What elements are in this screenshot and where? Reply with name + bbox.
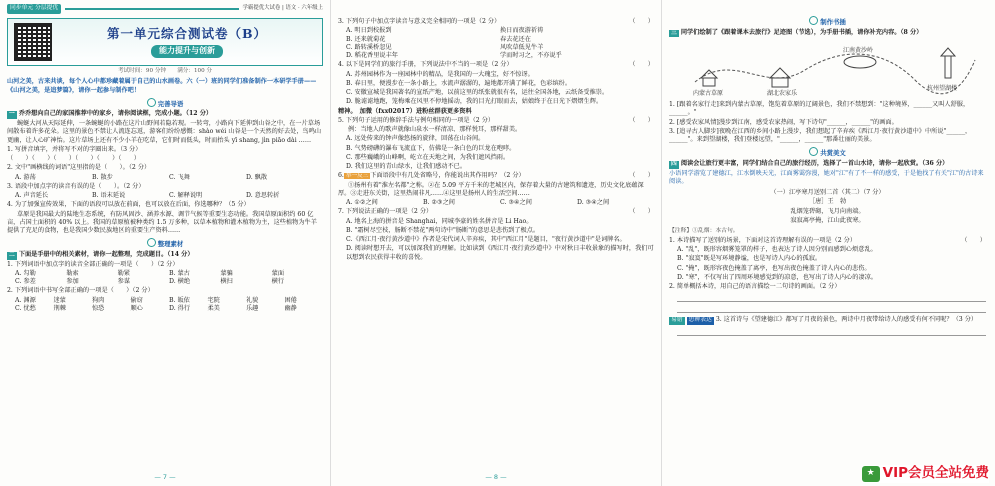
- option-row[interactable]: [346, 52, 654, 60]
- page-header: [7, 4, 323, 14]
- option-word: 偷窃: [130, 296, 143, 304]
- answer-paren[interactable]: （ ）: [629, 18, 654, 25]
- page-number: — 8 —: [485, 473, 507, 482]
- part-number: 一: [9, 111, 15, 118]
- option-word[interactable]: B. 皈依: [169, 296, 190, 304]
- option-word: 蒙骗: [220, 269, 233, 277]
- page-7: [0, 0, 331, 486]
- question-7: [338, 208, 654, 216]
- section-chip-illustration: [798, 16, 858, 27]
- option-word[interactable]: C. 参差: [15, 278, 36, 286]
- option-row[interactable]: [346, 36, 654, 44]
- option-row: [15, 270, 323, 278]
- option[interactable]: B. 散步: [92, 173, 113, 181]
- option-word: 参加: [66, 278, 79, 286]
- question-6-passage: ①扬州有着"淮左名都"之称。②在 5.09 平方千米的老城区内，保存着大量的古建筑和遗迹，历史文化底蕴深厚。③走进东关街，这里热闹非凡……④这里是扬州人的生活空间……: [338, 181, 644, 197]
- option[interactable]: B. ②③之间: [423, 199, 455, 207]
- watermark-note: 精神。 加微（fxx0201​7）进粉丝群获更多资料: [338, 107, 472, 115]
- map-label: 湖北农家乐: [767, 90, 798, 98]
- part-title: 乔乔想向自己的家国推荐中的家乡，请你阅读框，完成小题。（12 分）: [18, 110, 213, 118]
- option-left: A. 明日到校报到: [346, 27, 392, 35]
- question-2: 2. 文中"画横线的词语"这里指的是（ ）。（2 分）: [7, 164, 151, 172]
- section-chip-appreciation: [798, 147, 858, 158]
- option-word: 困倦: [284, 296, 297, 304]
- section-chip-label: 整理素材: [157, 240, 184, 249]
- option[interactable]: A. 苏州园林作为一座园林中的精品，是我国的一大瑰宝，好不惊讶。: [346, 70, 534, 78]
- title-banner: [7, 18, 323, 66]
- question-text: 下面语段中有几处省略号，你能说出其作用吗？（2 分）: [370, 172, 525, 180]
- question-1: 1. 写拼音填字，并将写不对的字圈出来。（3 分）: [7, 145, 142, 153]
- option[interactable]: C.《西江月·夜行黄沙道中》作者是宋代词人辛弃疾，其中"西江月"是题目，"夜行黄沙道中"是词牌名。: [346, 236, 626, 244]
- option[interactable]: A. 游荡: [15, 173, 36, 181]
- option-left: B. 还来就菊花: [346, 35, 386, 43]
- answer-line[interactable]: [677, 305, 986, 313]
- option-word: 横行: [271, 278, 285, 286]
- question-5-options: [15, 270, 323, 287]
- option[interactable]: D. ③④之间: [577, 199, 610, 207]
- option-left: D. 稻花香里说丰年: [346, 52, 398, 59]
- option-word[interactable]: D. 得行: [169, 304, 191, 312]
- option[interactable]: C. 安徽宣城是我国著名的宣纸产地，以前这里的纸张就很有名，运往全国各地，云纸备受推崇。: [346, 89, 609, 96]
- option[interactable]: B. "霜树尽空枝，肠断不禁花"两句诗中"肠断"的意思是悲伤到了极点。: [346, 226, 540, 234]
- poem-line: 寂寂离亭掩，江山此夜寒。: [790, 216, 865, 224]
- option[interactable]: A. 声音延长: [15, 192, 49, 200]
- question-4-options: [346, 71, 654, 107]
- option-row: [15, 278, 323, 286]
- option-word: 蒙面: [271, 269, 285, 277]
- option[interactable]: C. 那些巍峨的山峰啊，屹立在天地之间，为我们遮风挡雨。: [346, 153, 510, 161]
- part-title: 同学们绘制了《跟着课本去旅行》足迹图（节选），为手册书插，请你补充内容。（8 分）: [680, 28, 923, 36]
- option[interactable]: C. ③④之间: [500, 199, 532, 207]
- option-word: 礼貌: [246, 296, 259, 304]
- question-3: 3. 语段中加点字的读音有误的是（ ）。（2 分）: [7, 182, 145, 190]
- option[interactable]: B. 春日里，便漫步在一条小路上，水流声潺潺的，遍地都开满了鲜花，色彩缤纷。: [346, 79, 572, 87]
- question-4-options: [677, 246, 986, 282]
- page-9: [662, 0, 993, 486]
- tag-badge: 易错: [671, 317, 683, 324]
- question-number: 6.: [338, 172, 344, 180]
- section-chip-label: 完善导语: [157, 99, 184, 108]
- vip-logo-icon: ★: [862, 466, 880, 482]
- question-5: 2. 简单概括本诗，用自己的语言描绘一二句诗的画面。（2 分）: [669, 283, 841, 291]
- question-3-options: [15, 192, 323, 200]
- question-5-options: [346, 135, 654, 171]
- question-3[interactable]: 3. [追寻古人脚步]夜晚在江西的乡间小路上漫步，我们想起了辛弃疾《西江月·夜行黄沙道中》中所说"______，______"。来到望湖楼，我们登楼远望，"______，______"那番壮丽的美景。: [669, 127, 972, 144]
- answer-paren[interactable]: （ ）: [629, 208, 654, 216]
- part-1-heading: [7, 110, 323, 119]
- question-text: 1. 本诗描写了送别的场景，下面对这首诗理解有误的一项是（2 分）: [669, 236, 857, 244]
- magnifier-icon: [809, 147, 818, 156]
- option[interactable]: D. 阅读时想开去，可以加深我们的理解。比如读到《西江月·夜行黄沙道中》中对秋日丰收景象的描写时，我们可以想到农民获得丰收的喜悦。: [346, 245, 654, 261]
- header-series: 学霸提优大试卷 | 语文 · 六年级上: [242, 5, 323, 12]
- question-4: [338, 61, 654, 69]
- option-word: 柔美: [207, 304, 220, 312]
- question-5: 1. 下列词语中加点字的读音全部正确的一项是（ ）（2 分）: [7, 260, 179, 268]
- option[interactable]: A. ①②之间: [346, 199, 378, 207]
- poem-note: 【注释】①乱烟：本古句。: [669, 228, 739, 235]
- option-word: 勒紧: [117, 269, 131, 277]
- section-chip-materials: [135, 238, 195, 249]
- yurt-icon-base: [703, 78, 715, 86]
- tag-badge: 思辨表达: [688, 317, 712, 324]
- question-text: 5. 下列句子运用的修辞手法与例句相同的一项是（2 分）: [338, 116, 495, 124]
- part-number: 三: [671, 29, 677, 36]
- exam-meta: 考试时间：90 分钟 满分：100 分: [117, 68, 213, 74]
- option[interactable]: C. 解释说明: [169, 192, 203, 200]
- answer-paren[interactable]: （ ）: [629, 61, 654, 69]
- example-sentence: 例：当地人的歌声就像山泉水一样清凉、那样悦耳，那样甜美。: [348, 126, 522, 133]
- part-title: 下面是手册中的相关素材，请你一起整理，完成题目。（14 分）: [18, 250, 194, 258]
- question-6: [338, 172, 654, 180]
- poem: [669, 189, 986, 225]
- question-6: [669, 316, 986, 325]
- option-word[interactable]: A. 渊源: [15, 296, 36, 304]
- magnifier-icon: [809, 16, 818, 25]
- question-5: [338, 117, 654, 125]
- question-4: [669, 237, 986, 245]
- option[interactable]: D. 飘散: [246, 173, 268, 181]
- option-right: 风吹草低见牛羊: [500, 43, 544, 51]
- reading-passage-2: 草原是我国最大的陆地生态系统，有防风固沙、涵养水源、调节气候等重要生态功能。我国草原面积约 60 亿亩，占国土面积的 40% 以上。我国的草原植被种类约 1.5 万多种，以草本植物和灌木植物为主，这些植物为牛羊提供了充足的食物，也是我国少数民族地区的重要生产资料……: [7, 210, 317, 235]
- mountain-icon: [844, 56, 876, 68]
- tower-icon-roof: [941, 48, 955, 56]
- option[interactable]: A. 地名上海的拼音是 Shanghai，同城李豪的姓名拼音是 Li Hao。: [346, 217, 533, 225]
- map-label: 内蒙古草原: [693, 90, 724, 98]
- option-word: 参谋: [117, 278, 131, 286]
- option-row: [15, 297, 323, 305]
- answer-line[interactable]: [677, 294, 986, 302]
- unit-tag: 同步单元 分层提优: [7, 4, 61, 14]
- part-number: 二: [9, 251, 15, 258]
- option-word[interactable]: B. 蒙古: [168, 269, 190, 277]
- part-title: 阅读会让旅行更丰富，同学们结合自己的旅行经历，选择了一首山水诗，请你一起欣赏。（36 分）: [680, 159, 949, 167]
- answer-paren[interactable]: （ ）: [961, 236, 986, 244]
- option-word: 惊恐: [92, 304, 105, 312]
- page-8: [331, 0, 662, 486]
- option-word: 顺心: [130, 304, 143, 312]
- part-3-heading: [669, 29, 986, 38]
- part-2-heading: [7, 251, 323, 260]
- question-6-options: [346, 199, 654, 207]
- question-3-options: [346, 27, 654, 60]
- option-word: 荆棘: [53, 304, 66, 312]
- option-word[interactable]: A. 勾勒: [15, 269, 36, 277]
- question-text: 7. 下列说法正确的一项是（2 分）: [338, 208, 433, 216]
- option-right: 春去花还在: [500, 35, 531, 43]
- option[interactable]: B. 气势磅礴的瀑布飞流直下，仿佛是一条白色的巨龙在咆哮。: [346, 144, 516, 152]
- option-row[interactable]: [346, 44, 654, 52]
- question-4: 4. 为了加强宣传效果，下面的语段可以放在前面，也可以放在后面，你选哪种？（5 分）: [7, 201, 250, 209]
- answer-paren[interactable]: （ ）: [629, 172, 654, 180]
- banner-titles: [52, 26, 322, 57]
- option[interactable]: A. "乱"，既形容烟雾笼罩的样子，也表达了诗人因分别而感到心烦意乱。: [677, 246, 877, 254]
- section-chip-label: 制作书插: [820, 18, 846, 26]
- qr-code-icon[interactable]: [14, 23, 52, 61]
- exam-title: 第一单元综合测试卷（B）: [106, 26, 268, 42]
- tag-badge: 举一反三: [345, 173, 369, 180]
- option-word[interactable]: D. 横绝: [168, 278, 191, 286]
- header-rule: [65, 8, 238, 10]
- option[interactable]: C. 飞舞: [169, 173, 190, 181]
- option-word: 宅院: [207, 296, 220, 304]
- vip-watermark[interactable]: [862, 465, 989, 483]
- poem-line: 乱烟笼碧砌，飞月向南端。: [790, 207, 865, 215]
- section-chip-preface: [135, 98, 195, 109]
- answer-line[interactable]: [677, 328, 986, 336]
- option-row[interactable]: [346, 27, 654, 35]
- option-right: 学而时习之，不亦说乎: [500, 52, 562, 59]
- option[interactable]: A. 远处传来的钟声像悠扬的旋律，回荡在山谷间。: [346, 135, 485, 143]
- page-number: — 7 —: [154, 473, 176, 482]
- option-word[interactable]: C. 忧愁: [15, 304, 36, 312]
- vip-text: VIP会员全站免费: [882, 465, 989, 482]
- reading-intro: 小语同学游览了建德江，江水倒映天光，江面雾霭弥漫，她对"江"有了不一样的感受，于是他找了有关"江"的古诗来阅读。: [669, 169, 984, 185]
- option-left: C. 路转溪桥忽见: [346, 43, 392, 51]
- option[interactable]: B. 语末延说: [92, 192, 126, 200]
- option-word: 乐趣: [246, 304, 259, 312]
- question-6-options: [15, 297, 323, 314]
- question-7-options: [346, 218, 654, 262]
- question-text: 4. 以下是同学们的旅行手册，下列说法中不当的一项是（2 分）: [338, 61, 513, 69]
- option[interactable]: D. 我们这里的青山绿水，让我们感动不已。: [346, 163, 467, 170]
- magnifier-icon: [147, 238, 156, 247]
- question-text: 3. 这首诗与《望建德江》都写了月夜的景色，两诗中月夜带给诗人的感受有何不同呢？（3 分）: [715, 316, 978, 324]
- option-right: 换日而夜游祈祷: [500, 27, 544, 35]
- section-chip-label: 共赏美文: [820, 149, 846, 158]
- option-row: [15, 305, 323, 313]
- option[interactable]: D. "寒"，不仅写出了四周环境感觉到的凉意，也写出了诗人内心的凄凉。: [677, 273, 877, 281]
- tower-icon: [945, 56, 951, 78]
- part-4-heading: [669, 160, 986, 169]
- intro-text: 山河之美，古来共谈，每个人心中都珍藏着属于自己的山水画卷。六（一）班的同学们准备制作一本研学手册——《山河之美，是追梦篇》，请你一起参与制作吧！: [7, 78, 317, 94]
- option-word: 幽静: [284, 304, 297, 312]
- magnifier-icon: [147, 98, 156, 107]
- poem-title: （一）江亭寒月送别二首（其二）（7 分）: [770, 189, 885, 197]
- question-3: [338, 18, 654, 26]
- farmhouse-icon-base: [772, 78, 788, 87]
- poem-author: ［唐］王 勃: [808, 198, 847, 206]
- route-map-sketch: [675, 40, 980, 98]
- reading-passage: 蜿蜒大河从天际延伸，一条蜿蜒的小路在这片山野间若隐若现。一转弯，小路向下延伸到山谷之中，在一片草场间散布着许多花朵。这里的景色不禁让人流连忘返，游客们纷纷感慨：shào wéi 山谷是一个天然的好去处，鸟鸣山更幽，让人心旷神怡。这片草场上还有不少小羊在吃草，它们时而低头，时而抬头 yī shang, jìn piāo dài ……: [7, 120, 322, 144]
- option[interactable]: D. 意思转折: [246, 192, 280, 200]
- option-word: 勒索: [66, 269, 79, 277]
- question-2[interactable]: 2. [感受农家风情]漫步到江南，感受农家热闹，写下诗句"______，______"的画面。: [669, 118, 898, 126]
- question-text: 3. 下列句子中加点字读音与意义完全相同的一项是（2 分）: [338, 18, 501, 25]
- option[interactable]: C. "掩"，既形容夜色掩盖了离亭，也写出夜色掩盖了诗人内心的悲伤。: [677, 264, 871, 272]
- question-2-options: [15, 174, 323, 182]
- question-1[interactable]: 1. [跟着名家行走]来到内蒙古草原，饱览着草原的辽阔景色，我们不禁想到："这种境界，______又叫人舒服，______。": [669, 101, 970, 117]
- exam-subtitle: 能力提升与创新: [151, 45, 223, 58]
- map-label: 杭州望湖楼: [927, 85, 958, 93]
- option[interactable]: B. "寂寞"既是写环境静谧，也是写诗人内心的孤寂。: [677, 255, 822, 263]
- option-word: 狗肉: [92, 296, 105, 304]
- answer-paren[interactable]: （ ）: [629, 116, 654, 124]
- option[interactable]: D. 脆谑谑地跑，笼梅乘在风里不停地摇动，我的目光打眼而去，姑娘终于在日光下熠熠生辉。: [346, 98, 603, 106]
- farmhouse-icon: [770, 68, 790, 78]
- answer-blanks[interactable]: （ ）（ ）（ ）（ ）（ ）（ ）: [7, 155, 140, 163]
- map-label: 江南黄沙岭: [843, 47, 874, 55]
- question-6: 2. 下列词语中书写全部正确的一项是（ ）（2 分）: [7, 287, 154, 295]
- route-map-svg: [675, 40, 980, 98]
- option-word: 迷蒙: [53, 296, 66, 304]
- option-word: 横扫: [220, 278, 233, 286]
- part-number: 四: [671, 160, 677, 167]
